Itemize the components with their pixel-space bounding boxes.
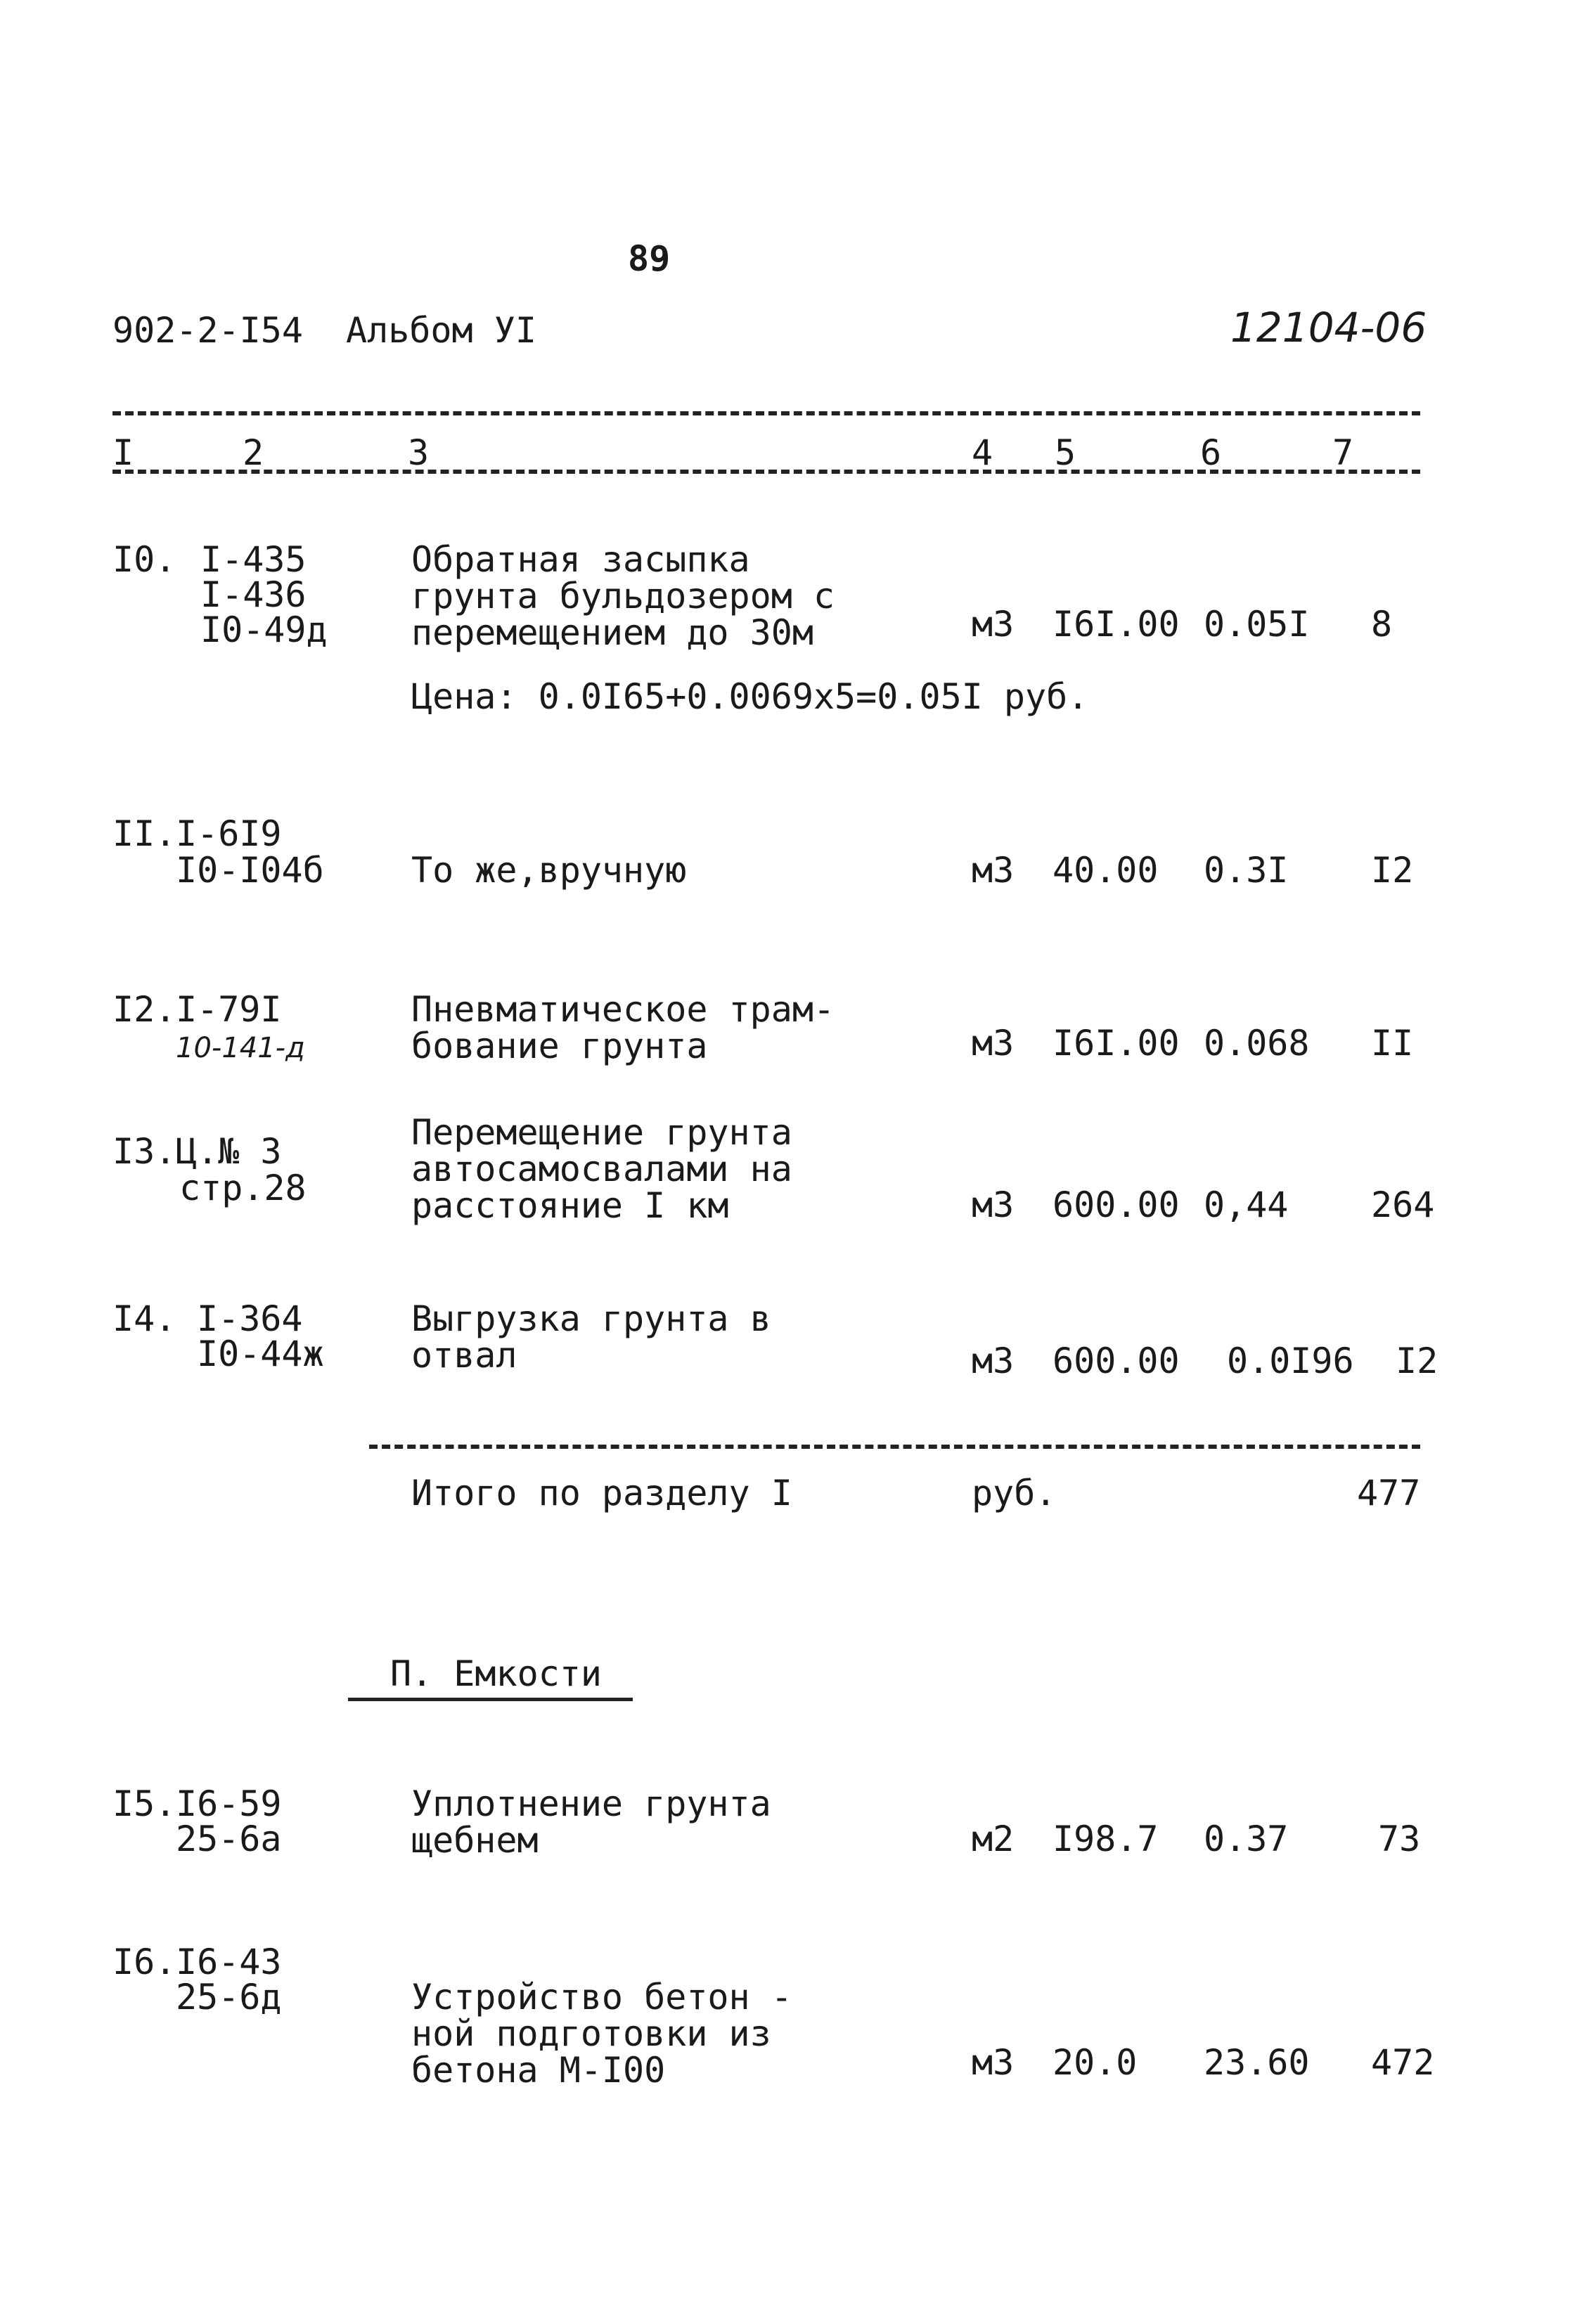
row-unit: м2 [972,1819,1015,1859]
row-description: То же,вручную [411,850,687,891]
section-title: П. Емкости [390,1653,603,1694]
row-number: I2. [112,989,176,1030]
row-price: 23.60 [1204,2042,1310,2083]
row-price: 0,44 [1204,1184,1289,1225]
col-header-6: 6 [1200,432,1222,473]
row-total: I2 [1371,850,1414,891]
row-price: 0.37 [1204,1819,1289,1859]
col-header-1: I [112,432,134,473]
row-unit: м3 [972,850,1015,891]
row-code-handwritten: 10-141-д [176,1032,305,1064]
page-number: 89 [628,238,671,279]
row-total: 472 [1371,2042,1435,2083]
row-number: I4. [112,1298,176,1339]
col-header-3: 3 [408,432,430,473]
row-total: II [1371,1023,1414,1064]
row-description: Перемещение грунта автосамосвалами на расстояние I км [411,1112,792,1226]
row-total: 73 [1378,1819,1421,1859]
row-unit: м3 [972,1184,1015,1225]
row-quantity: I6I.00 [1053,1023,1180,1064]
col-header-2: 2 [243,432,264,473]
row-description: Выгрузка грунта в отвал [411,1298,771,1376]
row-total: I2 [1396,1341,1438,1381]
subtotal-label: Итого по разделу I [411,1473,792,1513]
row-code: I0-I04б [176,850,324,891]
row-quantity: I6I.00 [1053,604,1180,645]
row-description: Устройство бетон - ной подготовки из бетона М-I00 [411,1977,792,2091]
row-number: I3. [112,1131,176,1172]
row-code: I-435 [200,539,307,580]
row-description: Обратная засыпка грунта бульдозером с перемещением до 30м [411,539,835,653]
row-description: Уплотнение грунта щебнем [411,1783,771,1861]
row-price: 0.05I [1204,604,1310,645]
row-quantity: I98.7 [1053,1819,1159,1859]
row-number: I5. [112,1783,176,1824]
row-code: I-364 [197,1298,303,1339]
row-number: I0. [112,539,176,580]
row-quantity: 600.00 [1053,1184,1180,1225]
header-underline [112,470,1420,474]
row-code: Ц.№ 3 [176,1131,282,1172]
handwritten-id: 12104-06 [1230,304,1427,351]
row-code: стр.28 [179,1168,307,1208]
row-price: 0.068 [1204,1023,1310,1064]
col-header-4: 4 [972,432,993,473]
row-code: I-6I9 [176,813,282,854]
row-code: I6-59 [176,1783,282,1824]
row-quantity: 600.00 [1053,1341,1180,1381]
row-code: 25-6а [176,1819,282,1859]
row-unit: м3 [972,2042,1015,2083]
row-code: 25-6д [176,1977,282,2018]
subtotal-divider [369,1445,1420,1449]
row-description: Пневматическое трам- бование грунта [411,989,835,1066]
album-label: Альбом УI [346,310,536,351]
row-unit: м3 [972,604,1015,645]
row-unit: м3 [972,1341,1015,1381]
row-code: I6-43 [176,1942,282,1982]
subtotal-unit: руб. [972,1473,1057,1513]
row-code: I0-49д [200,609,328,650]
top-divider [112,411,1420,415]
row-quantity: 40.00 [1053,850,1159,891]
row-quantity: 20.0 [1053,2042,1138,2083]
col-header-7: 7 [1332,432,1354,473]
row-code: I-79I [176,989,282,1030]
row-total: 264 [1371,1184,1435,1225]
row-total: 8 [1371,604,1393,645]
row-price: 0.0I96 [1227,1341,1354,1381]
col-header-5: 5 [1055,432,1076,473]
section-title-underline [348,1698,633,1701]
row-code: I-436 [200,574,307,615]
row-unit: м3 [972,1023,1015,1064]
row-code: I0-44ж [197,1334,324,1374]
price-note: Цена: 0.0I65+0.0069х5=0.05I руб. [411,676,1089,717]
row-number: II. [112,813,176,854]
document-code: 902-2-I54 [112,310,303,351]
row-price: 0.3I [1204,850,1289,891]
subtotal-value: 477 [1357,1473,1421,1513]
row-number: I6. [112,1942,176,1982]
